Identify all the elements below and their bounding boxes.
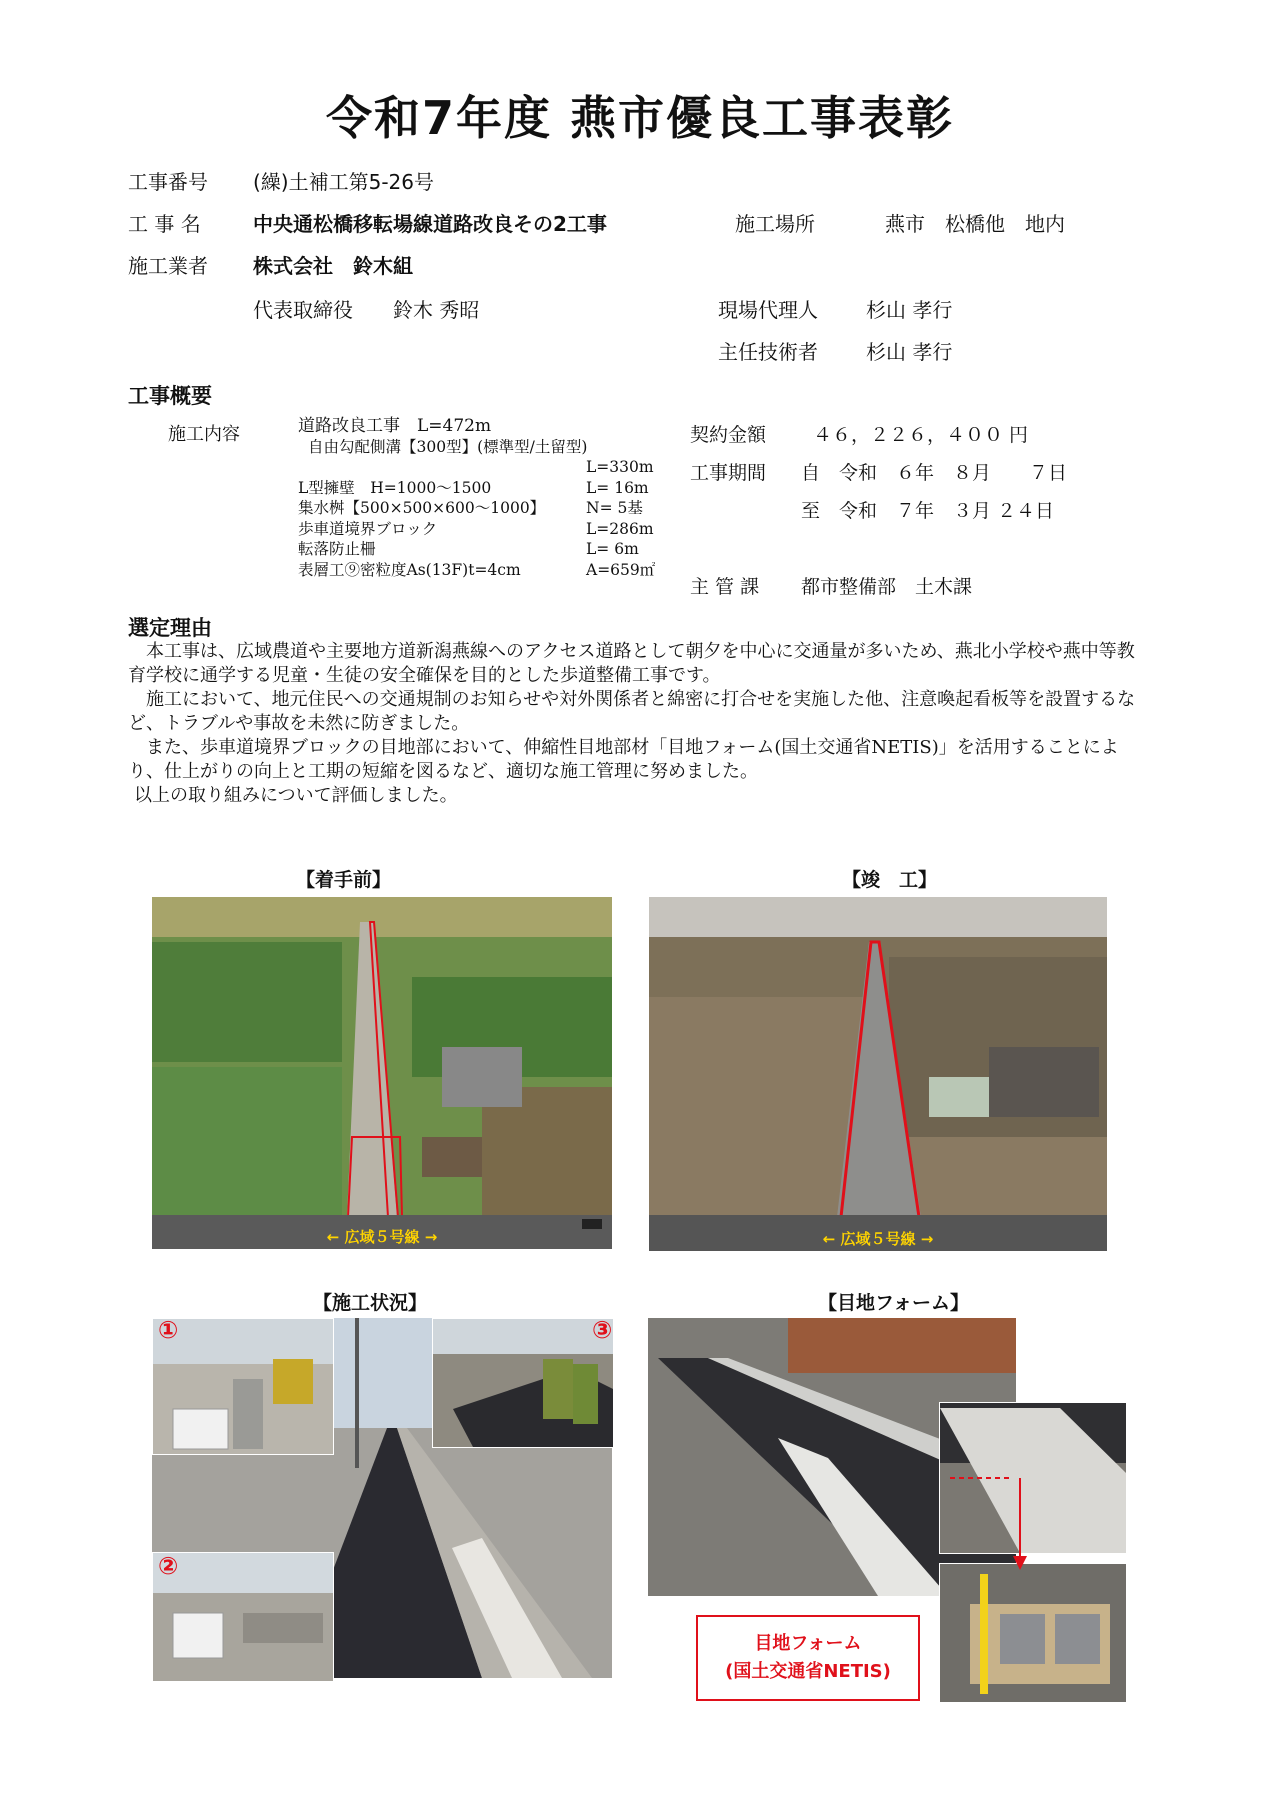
marker-2: ② <box>158 1552 179 1580</box>
after-caption: 【竣 工】 <box>842 869 938 891</box>
name-label: 工 事 名 <box>128 212 201 236</box>
reason-paragraph: 施工において、地元住民への交通規制のお知らせや対外関係者と綿密に打合せを実施した他、注意喚起看板等を設置するなど、トラブルや事故を未然に防ぎました。 <box>128 689 1136 734</box>
reason-heading: 選定理由 <box>128 616 212 640</box>
after-road-label: ← 広域５号線 → <box>822 1230 934 1248</box>
dept-label: 主 管 課 <box>690 576 760 598</box>
netis-line-1: 目地フォーム <box>754 1633 862 1654</box>
name-value: 中央通松橋移転場線道路改良その2工事 <box>253 212 607 236</box>
spec-row: 自由勾配側溝【300型】(標準型/土留型) <box>308 437 588 456</box>
spec-row: 歩車道境界ブロック L=286m <box>298 519 654 538</box>
form-inset-top <box>939 1402 1127 1554</box>
construction-caption: 【施工状況】 <box>313 1292 428 1314</box>
before-photo <box>152 897 612 1249</box>
number-label: 工事番号 <box>128 170 208 194</box>
chief-engineer-label: 主任技術者 <box>718 340 818 364</box>
arrow-down-icon <box>1010 1478 1030 1572</box>
construction-inset-3 <box>432 1318 614 1448</box>
site-agent-value: 杉山 孝行 <box>866 298 953 322</box>
spec-row: 道路改良工事 L=472m <box>298 416 492 436</box>
site-agent-label: 現場代理人 <box>718 298 818 322</box>
contract-label: 契約金額 <box>690 424 767 446</box>
content-label: 施工内容 <box>168 424 240 445</box>
after-photo <box>649 897 1107 1251</box>
reason-body <box>128 640 1138 808</box>
contract-value: ４６，２２６，４００ 円 <box>813 424 1029 446</box>
spec-list <box>298 416 658 580</box>
spec-row: L=330m <box>586 458 654 476</box>
spec-row: L型擁壁 H=1000～1500 L= 16m <box>298 478 649 497</box>
spec-row: 表層工⑨密粒度As(13F)t=4cm A=659㎡ <box>298 560 656 579</box>
page-title: 令和7年度 燕市優良工事表彰 <box>325 91 955 145</box>
form-inset-bottom <box>939 1563 1127 1703</box>
form-caption: 【目地フォーム】 <box>818 1292 970 1314</box>
period-label: 工事期間 <box>690 462 767 484</box>
period-from: 自 令和 ６年 ８月 ７日 <box>801 462 1068 484</box>
place-label: 施工場所 <box>735 212 815 236</box>
construction-inset-2 <box>152 1552 334 1682</box>
contractor-label: 施工業者 <box>128 254 208 278</box>
spec-row: 転落防止柵 L= 6m <box>298 540 639 558</box>
contractor-value: 株式会社 鈴木組 <box>253 254 413 278</box>
marker-3: ③ <box>592 1316 613 1344</box>
construction-inset-1 <box>152 1318 334 1455</box>
reason-paragraph: 以上の取り組みについて評価しました。 <box>134 785 458 806</box>
overview-heading: 工事概要 <box>128 384 212 408</box>
marker-1: ① <box>158 1316 179 1344</box>
before-road-label: ← 広域５号線 → <box>326 1228 438 1246</box>
period-to: 至 令和 ７年 ３月 ２４日 <box>801 500 1055 522</box>
chief-engineer-value: 杉山 孝行 <box>866 340 953 364</box>
number-value: (繰)土補工第5-26号 <box>253 170 434 194</box>
netis-label-box <box>696 1615 920 1701</box>
before-caption: 【着手前】 <box>296 869 392 891</box>
rep-value: 鈴木 秀昭 <box>393 298 480 322</box>
netis-line-2: (国土交通省NETIS) <box>725 1661 891 1682</box>
dept-value: 都市整備部 土木課 <box>801 576 973 598</box>
place-value: 燕市 松橋他 地内 <box>885 212 1065 236</box>
rep-label: 代表取締役 <box>253 298 353 322</box>
reason-paragraph: 本工事は、広域農道や主要地方道新潟燕線へのアクセス道路として朝夕を中心に交通量が多いため、燕北小学校や燕中等教育学校に通学する児童・生徒の安全確保を目的とした歩道整備工事です。 <box>128 641 1135 686</box>
reason-paragraph: また、歩車道境界ブロックの目地部において、伸縮性目地部材「目地フォーム(国土交通省NETIS)」を活用することにより、仕上がりの向上と工期の短縮を図るなど、適切な施工管理に努めました。 <box>128 737 1119 782</box>
spec-row: 集水桝【500×500×600～1000】 N= 5基 <box>298 499 643 517</box>
